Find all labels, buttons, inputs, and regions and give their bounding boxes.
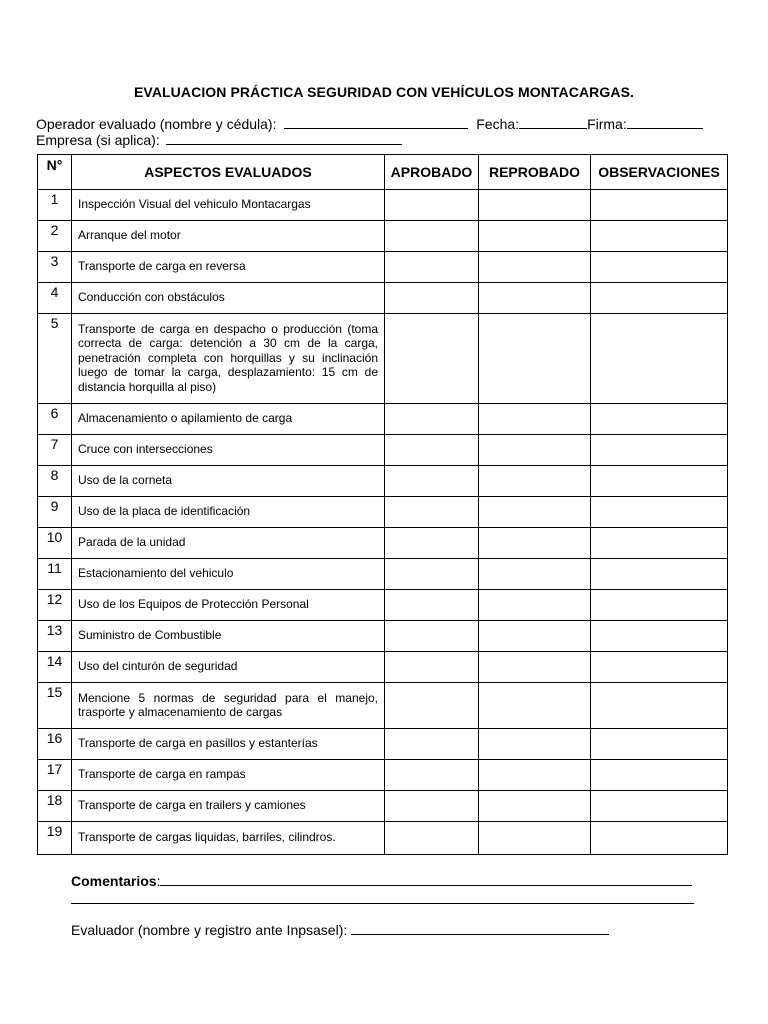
approved-cell[interactable]	[385, 791, 479, 822]
operator-line	[36, 116, 703, 132]
failed-cell[interactable]	[479, 221, 591, 252]
approved-cell[interactable]	[385, 404, 479, 435]
row-number: 8	[38, 466, 72, 497]
row-number: 6	[38, 404, 72, 435]
row-number: 7	[38, 435, 72, 466]
row-aspect: Suministro de Combustible	[72, 621, 385, 652]
observations-cell[interactable]	[591, 822, 728, 855]
row-number: 12	[38, 590, 72, 621]
failed-cell[interactable]	[479, 652, 591, 683]
evaluator-line	[71, 922, 609, 938]
table-row	[38, 729, 728, 760]
row-number: 15	[38, 683, 72, 729]
table-row	[38, 252, 728, 283]
approved-cell[interactable]	[385, 621, 479, 652]
evaluation-table	[37, 154, 728, 855]
failed-cell[interactable]	[479, 683, 591, 729]
row-aspect: Transporte de cargas liquidas, barriles, cilindros.	[72, 822, 385, 855]
approved-cell[interactable]	[385, 760, 479, 791]
col-aspects-header: ASPECTOS EVALUADOS	[72, 155, 385, 190]
observations-cell[interactable]	[591, 252, 728, 283]
row-aspect: Arranque del motor	[72, 221, 385, 252]
failed-cell[interactable]	[479, 791, 591, 822]
observations-cell[interactable]	[591, 760, 728, 791]
table-row	[38, 559, 728, 590]
approved-cell[interactable]	[385, 729, 479, 760]
approved-cell[interactable]	[385, 822, 479, 855]
observations-cell[interactable]	[591, 314, 728, 404]
approved-cell[interactable]	[385, 314, 479, 404]
approved-cell[interactable]	[385, 190, 479, 221]
failed-cell[interactable]	[479, 190, 591, 221]
approved-cell[interactable]	[385, 466, 479, 497]
observations-cell[interactable]	[591, 221, 728, 252]
approved-cell[interactable]	[385, 590, 479, 621]
failed-cell[interactable]	[479, 729, 591, 760]
table-row	[38, 760, 728, 791]
row-number: 4	[38, 283, 72, 314]
row-aspect: Conducción con obstáculos	[72, 283, 385, 314]
col-approved-header: APROBADO	[385, 155, 479, 190]
row-aspect: Almacenamiento o apilamiento de carga	[72, 404, 385, 435]
observations-cell[interactable]	[591, 404, 728, 435]
table-row	[38, 822, 728, 855]
table-row	[38, 791, 728, 822]
date-label: Fecha:	[476, 116, 520, 132]
row-number: 13	[38, 621, 72, 652]
table-row	[38, 683, 728, 729]
row-aspect: Transporte de carga en reversa	[72, 252, 385, 283]
table-row	[38, 621, 728, 652]
failed-cell[interactable]	[479, 252, 591, 283]
row-aspect: Uso del cinturón de seguridad	[72, 652, 385, 683]
row-number: 14	[38, 652, 72, 683]
observations-cell[interactable]	[591, 791, 728, 822]
row-number: 18	[38, 791, 72, 822]
row-number: 11	[38, 559, 72, 590]
observations-cell[interactable]	[591, 190, 728, 221]
row-aspect: Inspección Visual del vehiculo Montacargas	[72, 190, 385, 221]
row-aspect: Mencione 5 normas de seguridad para el manejo, trasporte y almacenamiento de cargas	[72, 683, 385, 729]
comments-colon: :	[156, 873, 161, 889]
row-aspect: Transporte de carga en despacho o producción (toma correcta de carga: detención a 30 cm de la carga, penetración completa con horquillas y su inclinación luego de tomar la carga, desplazamiento: 15 cm de distancia horquilla al piso)	[72, 314, 385, 404]
row-aspect: Uso de los Equipos de Protección Personal	[72, 590, 385, 621]
row-number: 2	[38, 221, 72, 252]
col-observations-header: OBSERVACIONES	[591, 155, 728, 190]
evaluator-field[interactable]	[351, 934, 609, 935]
failed-cell[interactable]	[479, 760, 591, 791]
observations-cell[interactable]	[591, 590, 728, 621]
approved-cell[interactable]	[385, 435, 479, 466]
table-row	[38, 528, 728, 559]
date-field[interactable]	[519, 128, 587, 129]
failed-cell[interactable]	[479, 466, 591, 497]
row-number: 9	[38, 497, 72, 528]
observations-cell[interactable]	[591, 652, 728, 683]
row-number: 19	[38, 822, 72, 855]
approved-cell[interactable]	[385, 559, 479, 590]
row-aspect: Parada de la unidad	[72, 528, 385, 559]
approved-cell[interactable]	[385, 252, 479, 283]
row-number: 1	[38, 190, 72, 221]
failed-cell[interactable]	[479, 314, 591, 404]
table-row	[38, 404, 728, 435]
failed-cell[interactable]	[479, 497, 591, 528]
table-row	[38, 283, 728, 314]
row-aspect: Uso de la placa de identificación	[72, 497, 385, 528]
table-row	[38, 466, 728, 497]
observations-cell[interactable]	[591, 497, 728, 528]
operator-label: Operador evaluado (nombre y cédula):	[36, 116, 277, 132]
failed-cell[interactable]	[479, 404, 591, 435]
company-field[interactable]	[166, 144, 402, 145]
row-aspect: Transporte de carga en trailers y camiones	[72, 791, 385, 822]
table-header-row	[38, 155, 728, 190]
failed-cell[interactable]	[479, 528, 591, 559]
signature-label: Firma:	[587, 116, 627, 132]
observations-cell[interactable]	[591, 466, 728, 497]
approved-cell[interactable]	[385, 497, 479, 528]
row-aspect: Uso de la corneta	[72, 466, 385, 497]
failed-cell[interactable]	[479, 590, 591, 621]
row-number: 16	[38, 729, 72, 760]
company-line	[36, 132, 402, 148]
observations-cell[interactable]	[591, 683, 728, 729]
approved-cell[interactable]	[385, 283, 479, 314]
row-aspect: Transporte de carga en pasillos y estanterías	[72, 729, 385, 760]
table-row	[38, 314, 728, 404]
company-label: Empresa (si aplica):	[36, 132, 160, 148]
table-row	[38, 221, 728, 252]
comments-label: Comentarios	[71, 873, 157, 889]
approved-cell[interactable]	[385, 652, 479, 683]
form-title: EVALUACION PRÁCTICA SEGURIDAD CON VEHÍCULOS MONTACARGAS.	[133, 84, 634, 100]
failed-cell[interactable]	[479, 559, 591, 590]
approved-cell[interactable]	[385, 683, 479, 729]
table-row	[38, 652, 728, 683]
observations-cell[interactable]	[591, 621, 728, 652]
col-failed-header: REPROBADO	[479, 155, 591, 190]
row-aspect: Transporte de carga en rampas	[72, 760, 385, 791]
col-number-header: N°	[38, 155, 72, 190]
signature-field[interactable]	[627, 128, 703, 129]
operator-field[interactable]	[284, 128, 468, 129]
observations-cell[interactable]	[591, 435, 728, 466]
failed-cell[interactable]	[479, 822, 591, 855]
failed-cell[interactable]	[479, 435, 591, 466]
failed-cell[interactable]	[479, 283, 591, 314]
table-row	[38, 590, 728, 621]
approved-cell[interactable]	[385, 528, 479, 559]
row-number: 5	[38, 314, 72, 404]
observations-cell[interactable]	[591, 528, 728, 559]
failed-cell[interactable]	[479, 621, 591, 652]
row-number: 3	[38, 252, 72, 283]
observations-cell[interactable]	[591, 559, 728, 590]
row-number: 10	[38, 528, 72, 559]
comments-line	[71, 873, 692, 889]
row-aspect: Cruce con intersecciones	[72, 435, 385, 466]
approved-cell[interactable]	[385, 221, 479, 252]
evaluator-label: Evaluador (nombre y registro ante Inpsasel):	[71, 922, 348, 938]
observations-cell[interactable]	[591, 729, 728, 760]
row-aspect: Estacionamiento del vehiculo	[72, 559, 385, 590]
observations-cell[interactable]	[591, 283, 728, 314]
row-number: 17	[38, 760, 72, 791]
comments-extra-line[interactable]	[71, 903, 694, 904]
table-row	[38, 435, 728, 466]
table-row	[38, 190, 728, 221]
comments-field[interactable]	[160, 885, 692, 886]
table-row	[38, 497, 728, 528]
